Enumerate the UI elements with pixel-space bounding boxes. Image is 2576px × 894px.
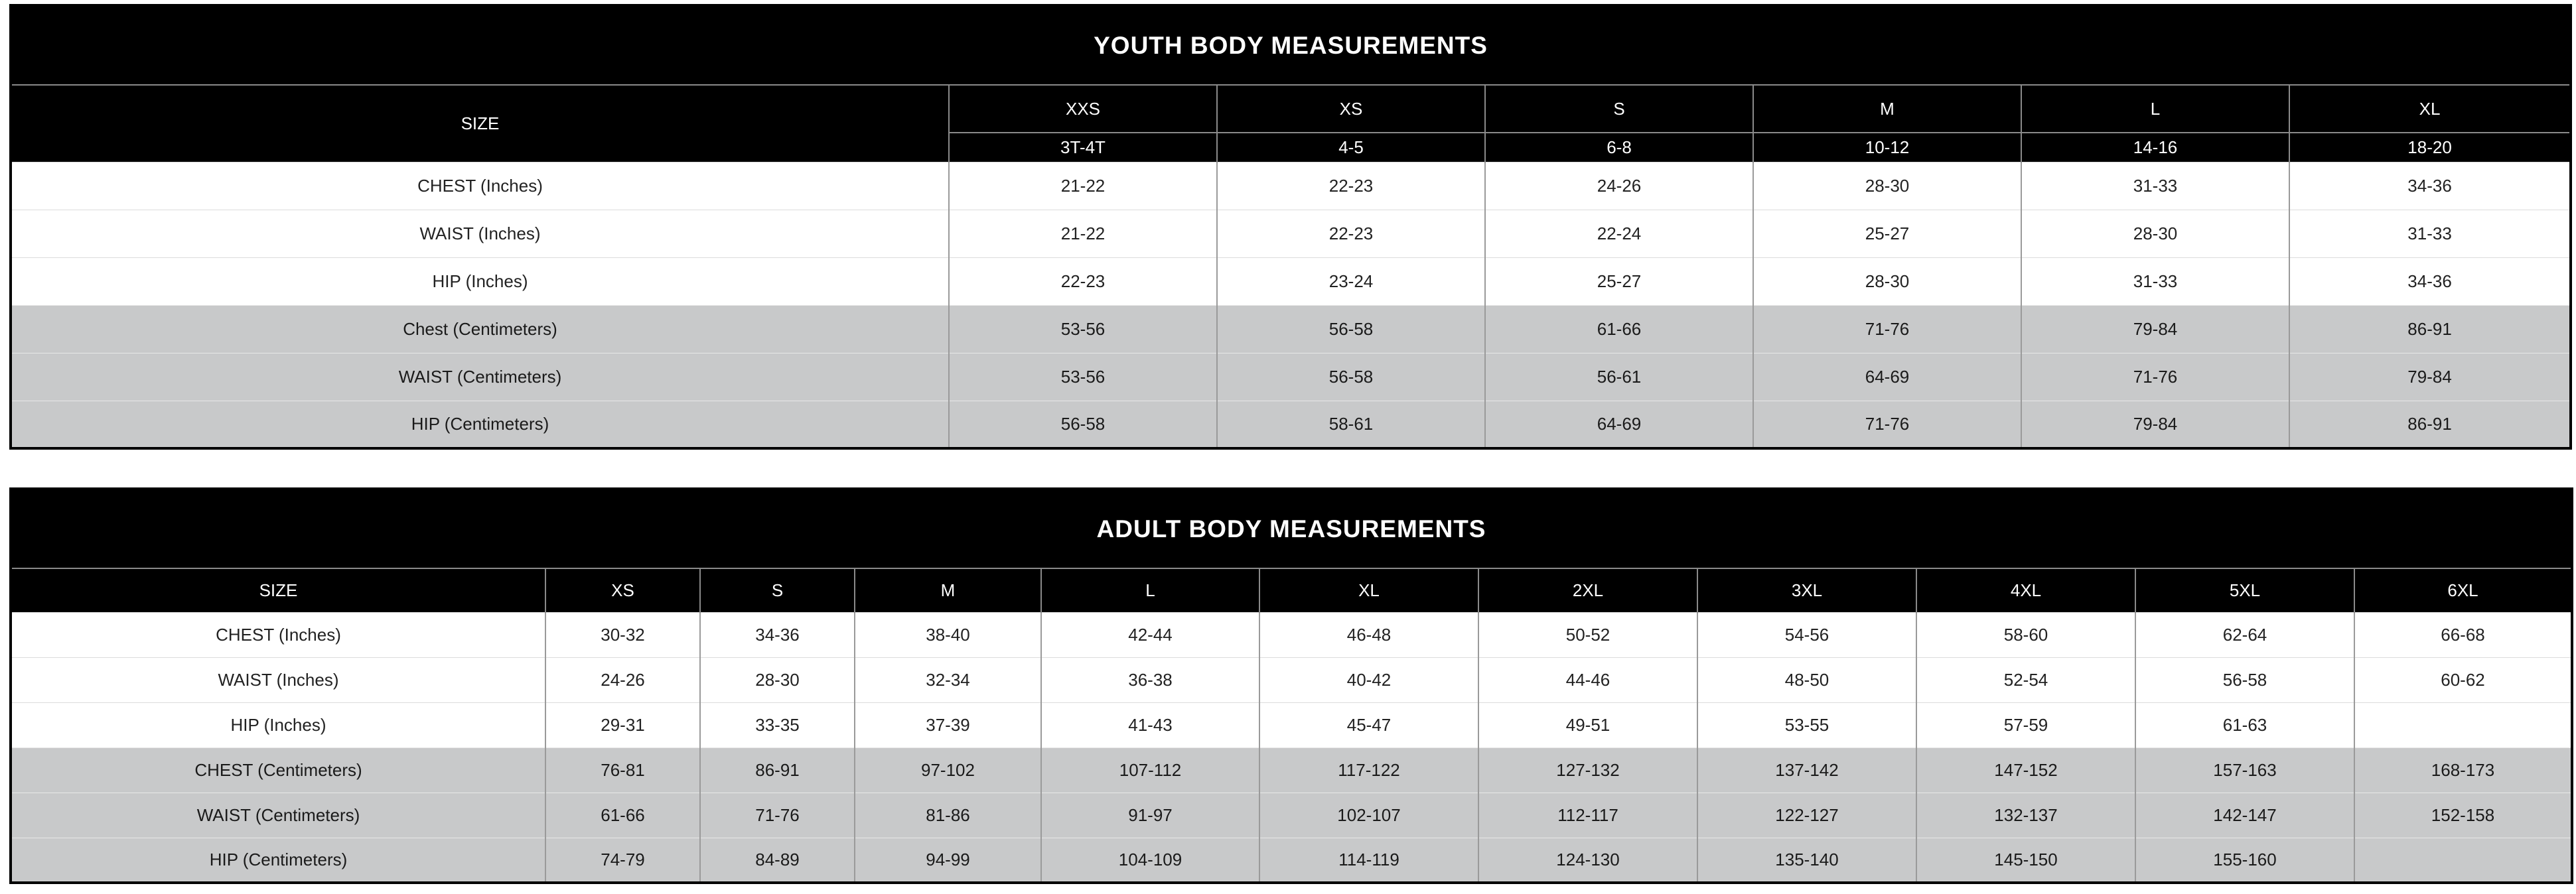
table-cell: 36-38 xyxy=(1041,657,1259,702)
table-cell: 49-51 xyxy=(1478,702,1697,747)
table-cell: 71-76 xyxy=(1753,401,2021,448)
table-cell: 45-47 xyxy=(1259,702,1478,747)
table-cell: 86-91 xyxy=(2289,401,2571,448)
table-cell: 34-36 xyxy=(2289,257,2571,305)
table-cell: 31-33 xyxy=(2021,257,2289,305)
adult-size-header-row xyxy=(11,568,2572,612)
table-cell: 31-33 xyxy=(2289,210,2571,257)
table-cell: 29-31 xyxy=(545,702,700,747)
table-cell: 74-79 xyxy=(545,838,700,883)
table-cell: 58-61 xyxy=(1217,401,1485,448)
youth-size-label: SIZE xyxy=(11,85,949,162)
table-cell: 114-119 xyxy=(1259,838,1478,883)
table-cell: 53-56 xyxy=(949,353,1217,401)
table-cell: 155-160 xyxy=(2135,838,2354,883)
table-cell: 52-54 xyxy=(1916,657,2135,702)
row-label: CHEST (Inches) xyxy=(11,612,545,657)
table-cell: 22-23 xyxy=(949,257,1217,305)
adult-table-title: ADULT BODY MEASUREMENTS xyxy=(11,489,2572,568)
table-cell: 84-89 xyxy=(700,838,855,883)
table-cell: 25-27 xyxy=(1485,257,1753,305)
youth-size-header: M xyxy=(1753,85,2021,133)
table-cell: 50-52 xyxy=(1478,612,1697,657)
adult-size-header: 2XL xyxy=(1478,568,1697,612)
adult-measurements-table xyxy=(9,487,2573,884)
table-cell: 48-50 xyxy=(1697,657,1916,702)
table-cell: 31-33 xyxy=(2021,162,2289,210)
table-row xyxy=(11,657,2572,702)
table-cell: 21-22 xyxy=(949,210,1217,257)
table-cell: 58-60 xyxy=(1916,612,2135,657)
table-cell xyxy=(2354,838,2572,883)
table-cell: 41-43 xyxy=(1041,702,1259,747)
youth-age-header: 3T-4T xyxy=(949,133,1217,162)
table-cell: 152-158 xyxy=(2354,793,2572,838)
table-cell: 132-137 xyxy=(1916,793,2135,838)
table-cell: 127-132 xyxy=(1478,747,1697,793)
table-cell: 57-59 xyxy=(1916,702,2135,747)
table-cell: 91-97 xyxy=(1041,793,1259,838)
table-row xyxy=(11,401,2571,448)
table-cell: 28-30 xyxy=(2021,210,2289,257)
table-cell: 168-173 xyxy=(2354,747,2572,793)
table-cell: 22-24 xyxy=(1485,210,1753,257)
table-row xyxy=(11,702,2572,747)
table-cell: 22-23 xyxy=(1217,210,1485,257)
row-label: HIP (Centimeters) xyxy=(11,401,949,448)
table-cell: 56-61 xyxy=(1485,353,1753,401)
table-cell: 137-142 xyxy=(1697,747,1916,793)
row-label: WAIST (Centimeters) xyxy=(11,793,545,838)
adult-table-body xyxy=(11,489,2572,883)
table-row xyxy=(11,257,2571,305)
table-cell: 102-107 xyxy=(1259,793,1478,838)
table-cell: 53-56 xyxy=(949,305,1217,353)
table-cell: 54-56 xyxy=(1697,612,1916,657)
table-row xyxy=(11,353,2571,401)
table-cell: 61-63 xyxy=(2135,702,2354,747)
row-label: CHEST (Inches) xyxy=(11,162,949,210)
youth-size-header: XL xyxy=(2289,85,2571,133)
youth-measurements-table xyxy=(9,4,2572,450)
row-label: WAIST (Centimeters) xyxy=(11,353,949,401)
table-cell: 33-35 xyxy=(700,702,855,747)
table-cell: 34-36 xyxy=(2289,162,2571,210)
table-cell: 147-152 xyxy=(1916,747,2135,793)
table-cell: 24-26 xyxy=(545,657,700,702)
adult-size-header: XS xyxy=(545,568,700,612)
row-label: WAIST (Inches) xyxy=(11,210,949,257)
table-cell: 79-84 xyxy=(2021,401,2289,448)
youth-age-header: 18-20 xyxy=(2289,133,2571,162)
table-row xyxy=(11,162,2571,210)
table-cell: 81-86 xyxy=(855,793,1041,838)
table-cell: 44-46 xyxy=(1478,657,1697,702)
table-cell: 124-130 xyxy=(1478,838,1697,883)
table-cell: 56-58 xyxy=(2135,657,2354,702)
table-cell: 64-69 xyxy=(1485,401,1753,448)
table-cell: 62-64 xyxy=(2135,612,2354,657)
table-cell: 86-91 xyxy=(2289,305,2571,353)
row-label: HIP (Centimeters) xyxy=(11,838,545,883)
table-cell: 61-66 xyxy=(545,793,700,838)
table-row xyxy=(11,793,2572,838)
adult-size-header: 3XL xyxy=(1697,568,1916,612)
table-cell: 122-127 xyxy=(1697,793,1916,838)
row-label: HIP (Inches) xyxy=(11,257,949,305)
table-cell: 79-84 xyxy=(2289,353,2571,401)
table-cell: 56-58 xyxy=(1217,305,1485,353)
table-cell: 61-66 xyxy=(1485,305,1753,353)
youth-title-row xyxy=(11,5,2571,85)
table-cell: 94-99 xyxy=(855,838,1041,883)
table-cell: 25-27 xyxy=(1753,210,2021,257)
table-cell: 135-140 xyxy=(1697,838,1916,883)
table-cell: 56-58 xyxy=(949,401,1217,448)
row-label: WAIST (Inches) xyxy=(11,657,545,702)
table-cell: 23-24 xyxy=(1217,257,1485,305)
table-cell: 56-58 xyxy=(1217,353,1485,401)
table-cell: 22-23 xyxy=(1217,162,1485,210)
table-cell: 79-84 xyxy=(2021,305,2289,353)
table-cell: 21-22 xyxy=(949,162,1217,210)
table-cell: 86-91 xyxy=(700,747,855,793)
table-cell: 32-34 xyxy=(855,657,1041,702)
adult-size-header: XL xyxy=(1259,568,1478,612)
row-label: CHEST (Centimeters) xyxy=(11,747,545,793)
adult-size-header: S xyxy=(700,568,855,612)
table-cell: 71-76 xyxy=(2021,353,2289,401)
table-cell: 66-68 xyxy=(2354,612,2572,657)
table-cell: 28-30 xyxy=(700,657,855,702)
row-label: Chest (Centimeters) xyxy=(11,305,949,353)
youth-age-header: 4-5 xyxy=(1217,133,1485,162)
adult-title-row xyxy=(11,489,2572,568)
adult-size-header: 4XL xyxy=(1916,568,2135,612)
adult-size-header: M xyxy=(855,568,1041,612)
youth-size-header: XS xyxy=(1217,85,1485,133)
row-label: HIP (Inches) xyxy=(11,702,545,747)
table-cell: 117-122 xyxy=(1259,747,1478,793)
youth-table-body xyxy=(11,5,2571,448)
table-cell: 112-117 xyxy=(1478,793,1697,838)
table-cell: 46-48 xyxy=(1259,612,1478,657)
table-cell: 97-102 xyxy=(855,747,1041,793)
table-row xyxy=(11,210,2571,257)
table-cell: 157-163 xyxy=(2135,747,2354,793)
youth-size-header: XXS xyxy=(949,85,1217,133)
table-cell: 60-62 xyxy=(2354,657,2572,702)
youth-age-header: 6-8 xyxy=(1485,133,1753,162)
table-cell: 104-109 xyxy=(1041,838,1259,883)
table-cell: 71-76 xyxy=(700,793,855,838)
table-cell: 64-69 xyxy=(1753,353,2021,401)
table-cell xyxy=(2354,702,2572,747)
table-cell: 53-55 xyxy=(1697,702,1916,747)
table-row xyxy=(11,747,2572,793)
table-cell: 42-44 xyxy=(1041,612,1259,657)
table-cell: 28-30 xyxy=(1753,162,2021,210)
youth-size-header: L xyxy=(2021,85,2289,133)
table-cell: 30-32 xyxy=(545,612,700,657)
table-cell: 24-26 xyxy=(1485,162,1753,210)
youth-age-header: 14-16 xyxy=(2021,133,2289,162)
adult-size-header: L xyxy=(1041,568,1259,612)
table-cell: 34-36 xyxy=(700,612,855,657)
table-row xyxy=(11,838,2572,883)
table-cell: 38-40 xyxy=(855,612,1041,657)
table-row xyxy=(11,612,2572,657)
table-cell: 40-42 xyxy=(1259,657,1478,702)
table-row xyxy=(11,305,2571,353)
table-cell: 37-39 xyxy=(855,702,1041,747)
youth-size-header: S xyxy=(1485,85,1753,133)
table-cell: 28-30 xyxy=(1753,257,2021,305)
table-cell: 145-150 xyxy=(1916,838,2135,883)
table-cell: 71-76 xyxy=(1753,305,2021,353)
table-cell: 76-81 xyxy=(545,747,700,793)
youth-age-header: 10-12 xyxy=(1753,133,2021,162)
adult-size-label: SIZE xyxy=(11,568,545,612)
adult-size-header: 6XL xyxy=(2354,568,2572,612)
table-cell: 142-147 xyxy=(2135,793,2354,838)
youth-size-header-row xyxy=(11,85,2571,133)
adult-size-header: 5XL xyxy=(2135,568,2354,612)
youth-table-title: YOUTH BODY MEASUREMENTS xyxy=(11,5,2571,85)
table-cell: 107-112 xyxy=(1041,747,1259,793)
